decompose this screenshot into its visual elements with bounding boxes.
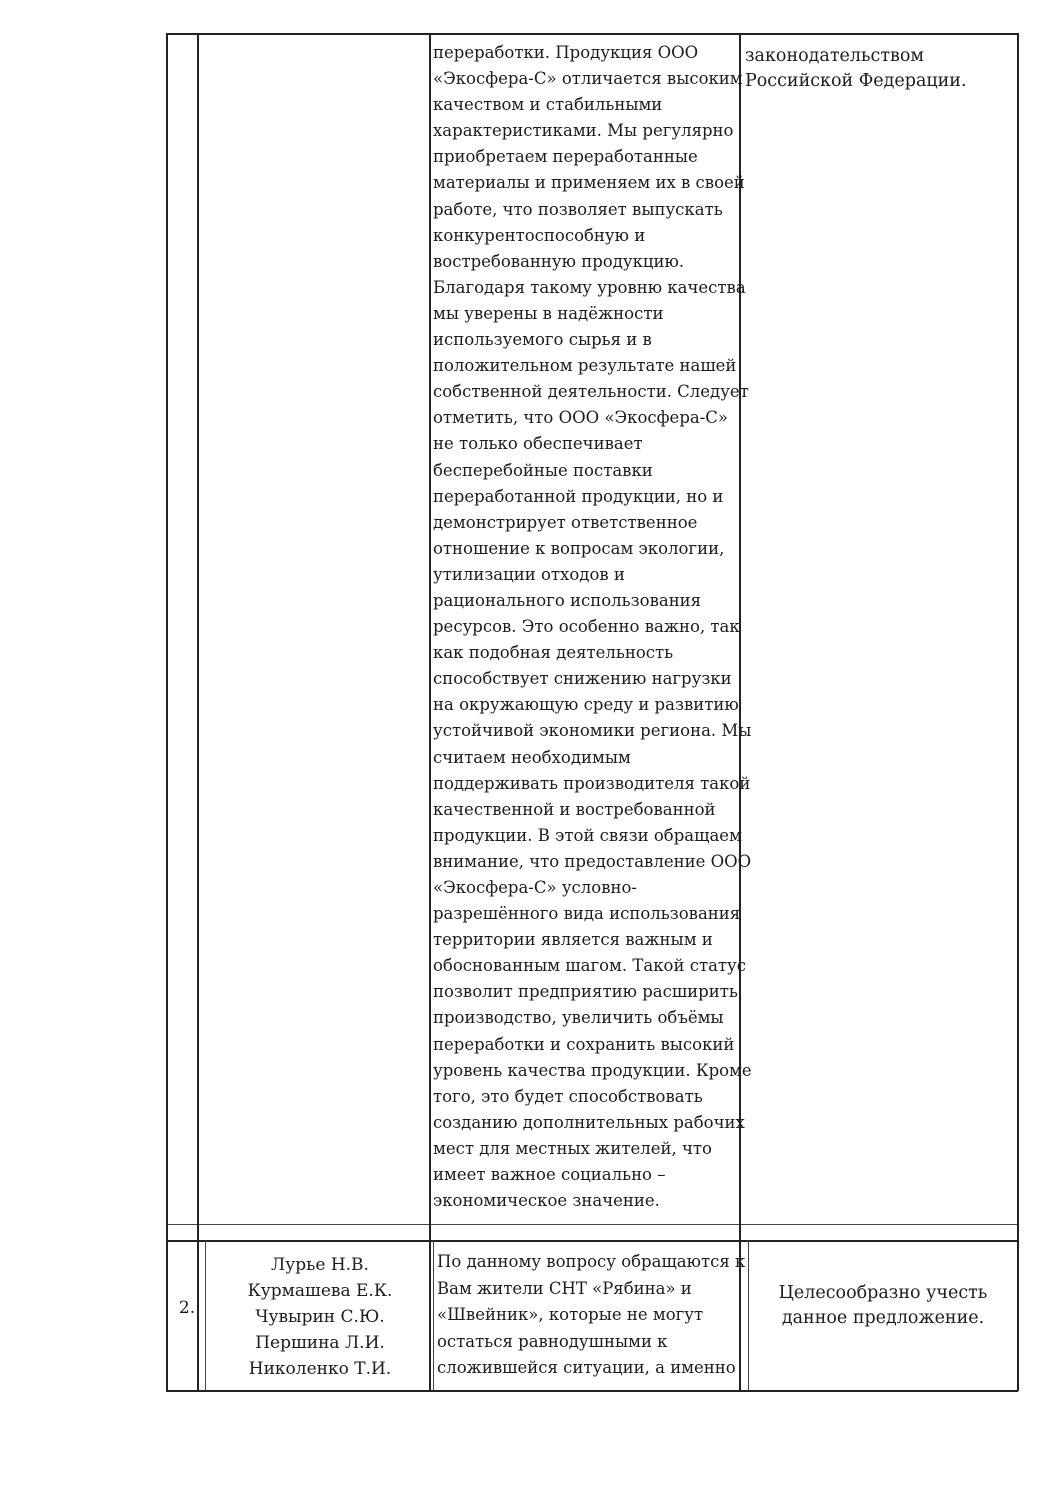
- author-name: Лурье Н.В.: [271, 1255, 369, 1275]
- row-divider: [166, 1240, 1018, 1242]
- table-left-border: [166, 33, 168, 1391]
- proposal-line: остаться равнодушными к: [437, 1331, 668, 1351]
- proposal-line: территории является важным и: [433, 930, 713, 950]
- proposal-line: отметить, что ООО «Экосфера-С»: [433, 408, 729, 428]
- proposal-line: переработанной продукции, но и: [433, 486, 724, 506]
- table-bottom-border: [166, 1390, 1018, 1392]
- row2-number: 2.: [178, 1298, 196, 1318]
- proposal-line: способствует снижению нагрузки: [433, 669, 732, 689]
- proposal-line: работе, что позволяет выпускать: [433, 199, 723, 219]
- proposal-line: имеет важное социально –: [433, 1165, 666, 1185]
- row2-authors: [210, 1252, 430, 1382]
- proposal-line: ресурсов. Это особенно важно, так: [433, 617, 740, 637]
- proposal-line: «Экосфера-С» условно-: [433, 878, 637, 897]
- proposal-line: характеристиками. Мы регулярно: [433, 121, 734, 141]
- proposal-line: того, это будет способствовать: [433, 1086, 703, 1106]
- proposal-line: «Швейник», которые не могут: [437, 1305, 704, 1324]
- decision-line: законодательством: [745, 46, 925, 66]
- proposal-line: Благодаря такому уровню качества: [433, 277, 746, 297]
- proposal-line: как подобная деятельность: [433, 643, 674, 663]
- proposal-line: созданию дополнительных рабочих: [433, 1112, 745, 1132]
- author-name: Першина Л.И.: [255, 1333, 385, 1353]
- proposal-line: демонстрирует ответственное: [433, 512, 698, 532]
- column-divider-authors-inner: [433, 1240, 434, 1391]
- author-name: Чувырин С.Ю.: [255, 1307, 385, 1327]
- row2-decision-text: [750, 1281, 1016, 1331]
- proposal-line: продукции. В этой связи обращаем: [433, 825, 742, 845]
- proposal-line: конкурентоспособную и: [433, 225, 646, 245]
- proposal-line: не только обеспечивает: [433, 434, 643, 454]
- proposal-line: переработки и сохранить высокий: [433, 1034, 735, 1054]
- proposal-line: на окружающую среду и развитию: [433, 695, 739, 715]
- proposal-line: мест для местных жителей, что: [433, 1138, 712, 1158]
- proposal-line: обоснованным шагом. Такой статус: [433, 956, 747, 976]
- proposal-line: производство, увеличить объёмы: [433, 1008, 724, 1028]
- proposal-line: положительном результате нашей: [433, 356, 737, 376]
- proposal-line: материалы и применяем их в своей: [433, 173, 745, 193]
- proposal-line: «Экосфера-С» отличается высоким: [433, 69, 743, 89]
- column-divider-number: [197, 33, 199, 1391]
- proposal-line: считаем необходимым: [433, 747, 631, 767]
- proposal-line: внимание, что предоставление ООО: [433, 851, 752, 871]
- decision-line: данное предложение.: [781, 1308, 985, 1328]
- proposal-line: используемого сырья и в: [433, 330, 652, 350]
- proposal-line: востребованную продукцию.: [433, 251, 685, 271]
- author-name: Курмашева Е.К.: [247, 1281, 393, 1301]
- table-top-border: [166, 33, 1018, 35]
- row1-proposal-text: [433, 40, 752, 1214]
- proposal-line: утилизации отходов и: [433, 564, 625, 584]
- proposal-line: устойчивой экономики региона. Мы: [433, 721, 752, 741]
- column-divider-authors: [429, 33, 431, 1391]
- row2-proposal-text: [437, 1249, 745, 1382]
- proposal-line: отношение к вопросам экологии,: [433, 538, 725, 558]
- proposal-line: собственной деятельности. Следует: [433, 382, 749, 402]
- proposal-line: рационального использования: [433, 590, 702, 610]
- proposal-line: уровень качества продукции. Кроме: [433, 1060, 752, 1080]
- author-name: Николенко Т.И.: [248, 1359, 392, 1379]
- decision-line: Целесообразно учесть: [778, 1283, 988, 1303]
- decision-line: Российской Федерации.: [745, 71, 967, 91]
- proposal-line: позволит предприятию расширить: [433, 982, 738, 1002]
- row-divider-inner: [166, 1224, 1018, 1225]
- proposal-line: экономическое значение.: [433, 1191, 660, 1211]
- proposal-line: Вам жители СНТ «Рябина» и: [437, 1278, 692, 1298]
- proposal-line: бесперебойные поставки: [433, 460, 653, 480]
- proposal-line: качеством и стабильными: [433, 95, 663, 115]
- proposal-line: разрешённого вида использования: [433, 904, 741, 924]
- proposal-line: По данному вопросу обращаются к: [437, 1252, 746, 1271]
- proposal-line: приобретаем переработанные: [433, 147, 698, 167]
- proposal-line: сложившейся ситуации, а именно: [437, 1358, 736, 1377]
- proposal-line: переработки. Продукция ООО: [433, 43, 699, 62]
- proposal-line: мы уверены в надёжности: [433, 303, 664, 323]
- table-right-border: [1017, 33, 1019, 1391]
- row1-decision-text: [745, 44, 967, 94]
- column-divider-number-inner: [205, 1240, 206, 1391]
- column-divider-proposal-inner: [748, 1240, 749, 1391]
- proposal-line: качественной и востребованной: [433, 799, 716, 819]
- proposal-line: поддерживать производителя такой: [433, 773, 751, 793]
